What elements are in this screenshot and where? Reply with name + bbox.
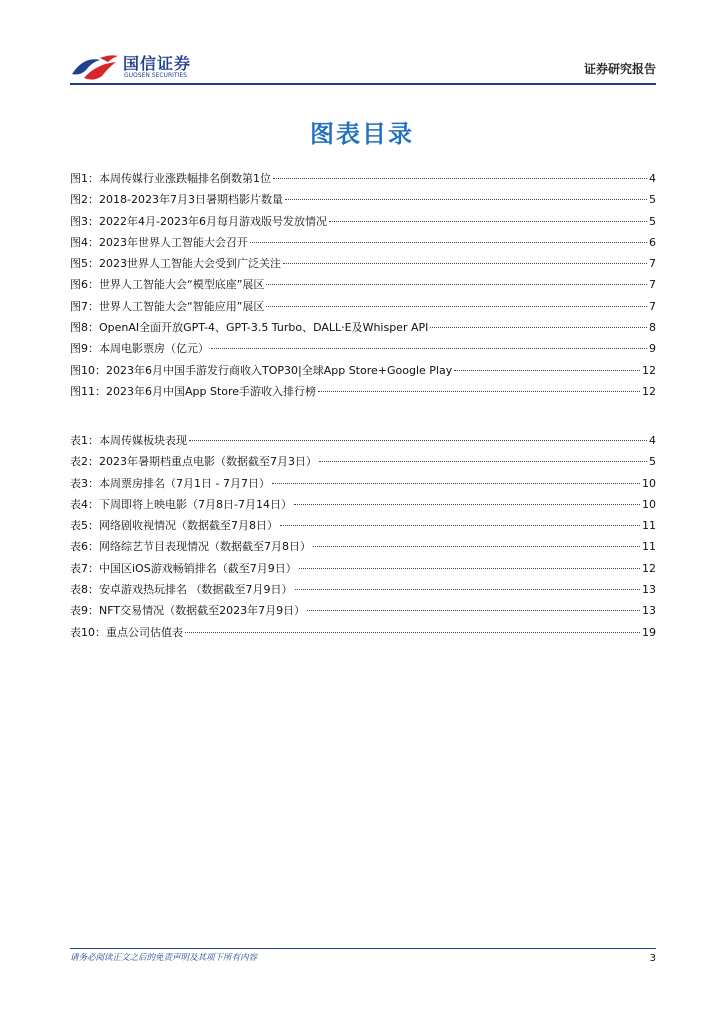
footer-disclaimer: 请务必阅读正文之后的免责声明及其项下所有内容 xyxy=(70,953,258,963)
entry-page: 11 xyxy=(642,519,656,533)
entry-page: 19 xyxy=(642,625,656,639)
toc-entry-figure[interactable] xyxy=(70,319,656,340)
entry-page: 4 xyxy=(649,434,656,447)
guosen-logo-mark-icon xyxy=(70,52,120,82)
entry-title: 中国区iOS游戏畅销排名（截至7月9日） xyxy=(99,561,297,575)
entry-title: NFT交易情况（数据截至2023年7月9日） xyxy=(99,604,306,618)
entry-title: 网络剧收视情况（数据截至7月8日） xyxy=(99,519,278,533)
entry-label: 图6： xyxy=(70,278,99,292)
entry-label: 图2： xyxy=(70,193,99,207)
dot-leader xyxy=(211,348,647,349)
entry-label: 表9： xyxy=(70,604,99,618)
toc-entry-table[interactable] xyxy=(70,453,656,474)
entry-title: 2023年6月中国手游发行商收入TOP30|全球App Store+Google Play xyxy=(106,363,453,377)
entry-page: 7 xyxy=(649,299,656,313)
footer-divider xyxy=(70,948,656,949)
entry-label: 表7： xyxy=(70,561,99,575)
entry-page: 13 xyxy=(642,583,656,597)
dot-leader xyxy=(454,370,640,371)
toc-entry-table[interactable] xyxy=(70,432,656,453)
dot-leader xyxy=(318,391,640,392)
entry-title: 本周票房排名（7月1日 - 7月7日） xyxy=(99,476,270,490)
dot-leader xyxy=(299,568,640,569)
entry-label: 图5： xyxy=(70,257,99,271)
toc-entry-figure[interactable] xyxy=(70,170,656,191)
toc-entry-table[interactable] xyxy=(70,560,656,581)
dot-leader xyxy=(329,221,647,222)
entry-title: 2023年6月中国App Store手游收入排行榜 xyxy=(106,384,317,398)
entry-page: 13 xyxy=(642,604,656,618)
entry-label: 表3： xyxy=(70,476,99,490)
toc-entry-table[interactable] xyxy=(70,517,656,538)
entry-label: 表4： xyxy=(70,497,99,511)
entry-title: 安卓游戏热玩排名 （数据截至7月9日） xyxy=(99,583,293,597)
entry-label: 图10： xyxy=(70,363,106,377)
toc-entry-table[interactable] xyxy=(70,496,656,517)
entry-title: 下周即将上映电影（7月8日-7月14日） xyxy=(99,497,292,511)
page-number: 3 xyxy=(649,953,656,964)
figure-list xyxy=(70,170,656,404)
entry-label: 表1： xyxy=(70,434,99,447)
toc-entry-table[interactable] xyxy=(70,475,656,496)
entry-label: 表6： xyxy=(70,540,99,554)
entry-title: 网络综艺节目表现情况（数据截至7月8日） xyxy=(99,540,311,554)
entry-page: 5 xyxy=(649,193,656,207)
toc-entry-figure[interactable] xyxy=(70,276,656,297)
dot-leader xyxy=(283,263,647,264)
dot-leader xyxy=(280,525,640,526)
dot-leader xyxy=(319,461,647,462)
dot-leader xyxy=(307,610,640,611)
dot-leader xyxy=(313,546,640,547)
logo-english-name: GUOSEN SECURITIES xyxy=(124,72,187,79)
guosen-logo xyxy=(70,50,210,84)
entry-title: 2022年4月-2023年6月每月游戏版号发放情况 xyxy=(99,214,327,228)
entry-label: 图7： xyxy=(70,299,99,313)
dot-leader xyxy=(266,284,647,285)
toc-entry-figure[interactable] xyxy=(70,383,656,404)
entry-page: 12 xyxy=(642,363,656,377)
entry-page: 9 xyxy=(649,342,656,356)
entry-title: 本周传媒板块表现 xyxy=(99,434,187,447)
toc-entry-figure[interactable] xyxy=(70,213,656,234)
entry-label: 图4： xyxy=(70,235,99,249)
report-type-label: 证券研究报告 xyxy=(583,62,656,76)
entry-label: 表5： xyxy=(70,519,99,533)
toc-entry-figure[interactable] xyxy=(70,191,656,212)
toc-entry-figure[interactable] xyxy=(70,234,656,255)
entry-title: 2023年世界人工智能大会召开 xyxy=(99,235,248,249)
dot-leader xyxy=(295,589,641,590)
toc-entry-figure[interactable] xyxy=(70,298,656,319)
entry-label: 图9： xyxy=(70,342,99,356)
entry-title: 本周传媒行业涨跌幅排名倒数第1位 xyxy=(99,172,271,185)
page-header xyxy=(70,46,656,84)
entry-title: OpenAI全面开放GPT-4、GPT-3.5 Turbo、DALL·E及Whisper API xyxy=(99,321,429,335)
entry-title: 2018-2023年7月3日暑期档影片数量 xyxy=(99,193,283,207)
entry-label: 表8： xyxy=(70,583,99,597)
entry-title: 重点公司估值表 xyxy=(106,625,183,639)
toc-entry-figure[interactable] xyxy=(70,255,656,276)
toc-entry-table[interactable] xyxy=(70,581,656,602)
entry-page: 10 xyxy=(642,497,656,511)
entry-label: 图3： xyxy=(70,214,99,228)
entry-title: 世界人工智能大会“模型底座”展区 xyxy=(99,278,265,292)
entry-title: 本周电影票房（亿元） xyxy=(99,342,209,356)
entry-page: 8 xyxy=(649,321,656,335)
dot-leader xyxy=(285,199,647,200)
entry-label: 图8： xyxy=(70,321,99,335)
toc-entry-figure[interactable] xyxy=(70,362,656,383)
dot-leader xyxy=(266,306,647,307)
entry-page: 7 xyxy=(649,257,656,271)
dot-leader xyxy=(250,242,647,243)
toc-entry-table[interactable] xyxy=(70,624,656,645)
dot-leader xyxy=(189,440,647,441)
dot-leader xyxy=(294,504,640,505)
toc-entry-table[interactable] xyxy=(70,538,656,559)
entry-page: 10 xyxy=(642,476,656,490)
entry-page: 6 xyxy=(649,235,656,249)
dot-leader xyxy=(185,632,640,633)
entry-page: 12 xyxy=(642,561,656,575)
dot-leader xyxy=(430,327,647,328)
table-list xyxy=(70,432,656,645)
entry-page: 11 xyxy=(642,540,656,554)
entry-page: 4 xyxy=(649,172,656,185)
toc-entry-figure[interactable] xyxy=(70,340,656,361)
entry-label: 表2： xyxy=(70,455,99,469)
toc-entry-table[interactable] xyxy=(70,602,656,623)
dot-leader xyxy=(272,483,640,484)
entry-page: 5 xyxy=(649,214,656,228)
logo-chinese-name: 国信证券 xyxy=(123,54,192,73)
entry-title: 2023世界人工智能大会受到广泛关注 xyxy=(99,257,281,271)
entry-label: 表10： xyxy=(70,625,106,639)
entry-label: 图11： xyxy=(70,384,106,398)
dot-leader xyxy=(273,178,647,179)
entry-title: 世界人工智能大会“智能应用”展区 xyxy=(99,299,265,313)
entry-page: 12 xyxy=(642,384,656,398)
header-divider xyxy=(70,83,656,85)
entry-title: 2023年暑期档重点电影（数据截至7月3日） xyxy=(99,455,317,469)
entry-page: 5 xyxy=(649,455,656,469)
entry-label: 图1： xyxy=(70,172,99,185)
page-title: 图表目录 xyxy=(310,120,414,148)
entry-page: 7 xyxy=(649,278,656,292)
